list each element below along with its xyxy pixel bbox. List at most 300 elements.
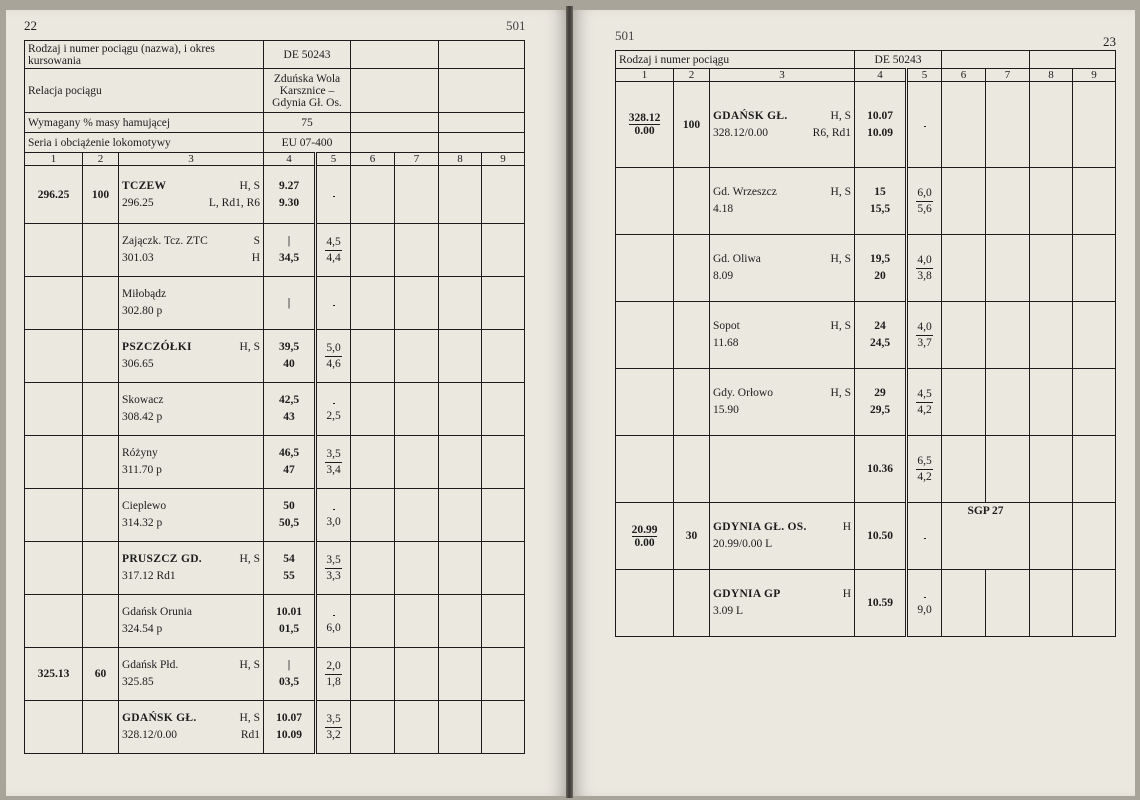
column-number: 1 <box>616 69 674 82</box>
run-time-cell <box>316 330 351 383</box>
time-cell <box>264 330 316 383</box>
time-arrival: 19,5 <box>869 253 891 265</box>
empty-cell <box>439 330 482 383</box>
table-row <box>616 168 1116 235</box>
run-time-min: 3,2 <box>326 728 341 741</box>
run-time-min: 3,4 <box>326 463 341 476</box>
station-flags: H <box>251 252 260 264</box>
speed-cell <box>83 383 119 436</box>
speed-cell <box>674 570 710 637</box>
table-row <box>25 330 525 383</box>
speed-cell <box>83 489 119 542</box>
time-cell <box>855 168 907 235</box>
speed-cell <box>674 436 710 503</box>
station-kilometre: 311.70 p <box>122 464 162 476</box>
station-cell <box>119 330 264 383</box>
station-name: Gdy. Orłowo <box>713 387 773 399</box>
run-time-cell <box>907 503 942 570</box>
station-name: GDYNIA GP <box>713 588 781 600</box>
time-arrival: | <box>287 296 291 309</box>
station-cell <box>119 595 264 648</box>
run-time-cell <box>316 648 351 701</box>
station-code: H, S <box>239 659 260 671</box>
station-kilometre: 15.90 <box>713 404 739 416</box>
table-row <box>616 503 1116 570</box>
table-row <box>616 369 1116 436</box>
station-cell <box>710 168 855 235</box>
time-departure: 10.09 <box>867 126 893 139</box>
kilometre-cell <box>25 489 83 542</box>
run-time-cell <box>316 489 351 542</box>
empty-cell <box>482 330 525 383</box>
column-number: 3 <box>119 153 264 166</box>
time-departure: 47 <box>283 464 295 476</box>
column-number: 1 <box>25 153 83 166</box>
time-departure: 43 <box>283 411 295 423</box>
header-value-train: DE 50243 <box>855 51 942 69</box>
kilometre-cell <box>25 542 83 595</box>
time-arrival: 15 <box>874 186 886 198</box>
run-time-cell <box>316 542 351 595</box>
station-name: TCZEW <box>122 179 167 192</box>
kilometre-cell <box>25 595 83 648</box>
station-code: H, S <box>239 179 260 192</box>
station-code: H, S <box>830 186 851 198</box>
station-code: H, S <box>830 109 851 122</box>
kilometre-cell <box>25 166 83 224</box>
speed-cell <box>83 166 119 224</box>
run-time-normal: 5,0 <box>325 341 341 357</box>
empty-cell <box>942 369 986 436</box>
station-kilometre: 4.18 <box>713 203 734 215</box>
empty-cell <box>942 82 986 168</box>
table-row <box>25 166 525 224</box>
empty-cell <box>482 542 525 595</box>
station-flags: Rd1 <box>240 729 260 741</box>
time-arrival: 29 <box>874 387 886 399</box>
page-number-left: 22 <box>24 18 37 33</box>
empty-cell <box>942 168 986 235</box>
speed-limit: 100 <box>682 118 701 131</box>
kilometre-cell <box>25 383 83 436</box>
station-cell <box>119 383 264 436</box>
column-number: 9 <box>1073 69 1116 82</box>
book-spine <box>566 6 573 798</box>
table-row <box>616 235 1116 302</box>
column-number: 5 <box>316 153 351 166</box>
station-cell <box>710 436 855 503</box>
station-kilometre: 306.65 <box>122 358 154 370</box>
time-cell <box>264 542 316 595</box>
time-arrival: | <box>287 659 291 671</box>
empty-cell <box>986 369 1030 436</box>
station-code: H <box>842 588 851 600</box>
empty-cell <box>439 166 482 224</box>
run-time-min: 9,0 <box>917 604 932 616</box>
time-arrival: 10.01 <box>276 606 302 618</box>
column-number: 7 <box>986 69 1030 82</box>
table-row <box>25 436 525 489</box>
empty-cell <box>351 383 395 436</box>
column-number: 8 <box>1030 69 1073 82</box>
empty-cell <box>1073 168 1116 235</box>
time-cell <box>855 369 907 436</box>
run-time-min: 2,5 <box>326 410 341 422</box>
station-cell <box>710 570 855 637</box>
run-time-cell <box>316 277 351 330</box>
kilometre-cell <box>25 701 83 754</box>
time-arrival: 39,5 <box>278 341 300 353</box>
empty-cell <box>1030 302 1073 369</box>
run-time-normal <box>333 196 335 197</box>
column-number: 7 <box>395 153 439 166</box>
kilometre-cell <box>616 82 674 168</box>
station-code: H, S <box>239 553 260 565</box>
time-departure: 20 <box>874 270 886 282</box>
column-number: 2 <box>83 153 119 166</box>
column-number: 9 <box>482 153 525 166</box>
table-row <box>616 570 1116 637</box>
header-label-train: Rodzaj i numer pociągu <box>616 51 855 69</box>
time-cell <box>855 302 907 369</box>
station-kilometre: 317.12 Rd1 <box>122 570 176 582</box>
run-time-normal: 4,0 <box>916 253 932 269</box>
empty-cell <box>395 277 439 330</box>
empty-cell <box>395 224 439 277</box>
table-row <box>616 302 1116 369</box>
time-departure: 03,5 <box>278 676 300 688</box>
time-cell <box>264 224 316 277</box>
station-kilometre: 314.32 p <box>122 517 163 529</box>
empty-cell <box>395 595 439 648</box>
empty-cell <box>482 701 525 754</box>
empty-cell <box>351 648 395 701</box>
run-time-normal: 4,5 <box>916 387 932 403</box>
empty-cell <box>1030 82 1073 168</box>
empty-cell <box>439 224 482 277</box>
time-cell <box>855 82 907 168</box>
empty-cell <box>1073 503 1116 570</box>
empty-cell <box>482 595 525 648</box>
kilometre-cell <box>616 302 674 369</box>
column-number: 6 <box>942 69 986 82</box>
empty-cell <box>395 489 439 542</box>
column-number: 6 <box>351 153 395 166</box>
station-kilometre: 328.12/0.00 <box>713 126 768 139</box>
time-departure: 55 <box>283 570 295 582</box>
station-flags: L, Rd1, R6 <box>208 196 260 209</box>
speed-cell <box>674 168 710 235</box>
time-cell <box>264 436 316 489</box>
run-time-normal: 3,5 <box>325 712 341 728</box>
kilometre-cell <box>616 369 674 436</box>
time-cell <box>264 277 316 330</box>
run-time-min: 3,8 <box>917 269 932 282</box>
station-name: Skowacz <box>122 394 164 406</box>
kilometre-value: 20.99 <box>631 523 658 536</box>
note-cell <box>942 503 1030 570</box>
speed-limit: 100 <box>91 188 110 201</box>
speed-cell <box>83 330 119 383</box>
station-name: Gdańsk Płd. <box>122 659 179 671</box>
table-row <box>616 436 1116 503</box>
station-cell <box>710 82 855 168</box>
time-cell <box>264 595 316 648</box>
empty-cell <box>351 330 395 383</box>
station-code: H, S <box>830 320 851 332</box>
kilometre-value: 325.13 <box>37 668 70 680</box>
empty-cell <box>395 648 439 701</box>
timetable-left <box>24 40 525 754</box>
time-arrival: 24 <box>874 320 886 332</box>
time-cell <box>264 383 316 436</box>
empty-cell <box>942 302 986 369</box>
station-kilometre: 302.80 p <box>122 305 163 317</box>
column-number: 3 <box>710 69 855 82</box>
station-name: GDYNIA GŁ. OS. <box>713 521 807 533</box>
station-name: Gd. Wrzeszcz <box>713 186 777 198</box>
run-time-min: 4,2 <box>917 470 932 483</box>
page-number-right: 23 <box>1103 34 1116 49</box>
station-name: Różyny <box>122 447 158 459</box>
run-time-normal: 6,5 <box>916 454 932 470</box>
station-cell <box>119 542 264 595</box>
header-label-loco: Seria i obciążenie lokomotywy <box>25 133 264 153</box>
column-number: 4 <box>855 69 907 82</box>
run-time-cell <box>907 436 942 503</box>
station-code: S <box>253 235 260 247</box>
column-number: 4 <box>264 153 316 166</box>
time-cell <box>855 436 907 503</box>
empty-cell <box>395 542 439 595</box>
speed-cell <box>83 224 119 277</box>
time-cell <box>264 701 316 754</box>
speed-cell <box>83 648 119 701</box>
empty-cell <box>942 235 986 302</box>
station-name: Gd. Oliwa <box>713 253 761 265</box>
run-time-min: 1,8 <box>326 675 341 688</box>
station-kilometre: 301.03 <box>122 252 154 264</box>
time-arrival: 46,5 <box>278 447 300 459</box>
time-departure: 29,5 <box>869 404 891 416</box>
table-row <box>25 595 525 648</box>
speed-cell <box>674 369 710 436</box>
run-time-cell <box>907 168 942 235</box>
run-time-min: 3,0 <box>326 516 341 528</box>
station-kilometre: 308.42 p <box>122 411 163 423</box>
column-number-row <box>616 69 1116 82</box>
empty-cell <box>482 489 525 542</box>
time-arrival: 50 <box>283 500 295 512</box>
kilometre-cell <box>25 277 83 330</box>
kilometre-cell <box>616 235 674 302</box>
run-time-min: 5,6 <box>917 202 932 215</box>
empty-cell <box>986 235 1030 302</box>
time-arrival: 10.50 <box>867 529 893 542</box>
empty-cell <box>1030 168 1073 235</box>
table-row <box>25 383 525 436</box>
time-arrival: 10.59 <box>867 596 893 609</box>
time-arrival: 10.07 <box>867 109 893 122</box>
speed-cell <box>674 235 710 302</box>
empty-cell <box>351 595 395 648</box>
empty-cell <box>482 648 525 701</box>
timetable-right <box>615 50 1116 637</box>
empty-cell <box>395 436 439 489</box>
kilometre-value: 296.25 <box>37 188 70 201</box>
empty-cell <box>439 648 482 701</box>
column-number: 8 <box>439 153 482 166</box>
station-code: H, S <box>830 253 851 265</box>
header-label-brake: Wymagany % masy hamującej <box>25 113 264 133</box>
station-kilometre: 20.99/0.00 L <box>713 538 773 550</box>
run-time-normal <box>333 509 335 510</box>
table-row <box>25 277 525 330</box>
run-time-cell <box>907 302 942 369</box>
header-value-route: Zduńska Wola Karsznice – Gdynia Gł. Os. <box>264 69 351 113</box>
run-time-normal: 3,5 <box>325 447 341 463</box>
time-arrival: 54 <box>283 553 295 565</box>
run-time-normal <box>333 615 335 616</box>
table-row <box>25 224 525 277</box>
time-departure: 10.09 <box>276 729 302 741</box>
station-cell <box>119 166 264 224</box>
empty-cell <box>1073 82 1116 168</box>
kilometre-reset: 0.00 <box>634 536 655 549</box>
empty-cell <box>986 570 1030 637</box>
station-code: H, S <box>239 712 260 724</box>
speed-cell <box>83 595 119 648</box>
run-time-normal: 3,5 <box>325 553 341 569</box>
run-time-min: 4,4 <box>326 251 341 264</box>
empty-cell <box>482 277 525 330</box>
speed-cell <box>674 302 710 369</box>
run-time-min: 4,6 <box>326 357 341 370</box>
empty-cell <box>1073 302 1116 369</box>
station-name: PSZCZÓŁKI <box>122 341 192 353</box>
time-departure: 24,5 <box>869 337 891 349</box>
column-number: 2 <box>674 69 710 82</box>
time-cell <box>264 166 316 224</box>
station-code: H, S <box>239 341 260 353</box>
run-time-cell <box>316 595 351 648</box>
kilometre-value: 328.12 <box>628 112 661 124</box>
kilometre-cell <box>25 436 83 489</box>
empty-cell <box>1073 570 1116 637</box>
station-name: Cieplewo <box>122 500 167 512</box>
note-text: SGP 27 <box>967 505 1004 517</box>
empty-cell <box>439 383 482 436</box>
run-time-min: 6,0 <box>326 622 341 634</box>
time-arrival: 10.36 <box>867 462 893 475</box>
empty-cell <box>1073 436 1116 503</box>
empty-cell <box>351 166 395 224</box>
kilometre-cell <box>25 648 83 701</box>
empty-cell <box>395 383 439 436</box>
table-row <box>616 82 1116 168</box>
empty-cell <box>482 166 525 224</box>
run-time-cell <box>316 383 351 436</box>
speed-cell <box>674 503 710 570</box>
speed-limit: 30 <box>685 530 698 542</box>
empty-cell <box>351 701 395 754</box>
station-kilometre: 328.12/0.00 <box>122 729 177 741</box>
right-page <box>573 10 1135 796</box>
run-time-cell <box>907 369 942 436</box>
time-arrival: 42,5 <box>278 394 300 406</box>
empty-cell <box>395 701 439 754</box>
run-time-cell <box>907 235 942 302</box>
station-cell <box>119 277 264 330</box>
run-time-min: 4,2 <box>917 403 932 416</box>
empty-cell <box>351 277 395 330</box>
column-number-row <box>25 153 525 166</box>
station-name: Zajączk. Tcz. ZTC <box>122 235 208 247</box>
station-kilometre: 324.54 p <box>122 623 163 635</box>
section-mark-left: 501 <box>506 18 526 33</box>
station-name: GDAŃSK GŁ. <box>713 109 788 122</box>
empty-cell <box>942 436 986 503</box>
empty-cell <box>482 383 525 436</box>
table-row <box>25 489 525 542</box>
station-kilometre: 8.09 <box>713 270 734 282</box>
station-kilometre: 3.09 L <box>713 605 744 617</box>
empty-cell <box>395 330 439 383</box>
station-cell <box>119 489 264 542</box>
run-time-normal: 2,0 <box>325 659 341 675</box>
run-time-cell <box>316 436 351 489</box>
station-cell <box>119 648 264 701</box>
run-time-normal <box>333 305 335 306</box>
section-mark-right: 501 <box>615 28 635 43</box>
station-name: Miłobądz <box>122 288 167 300</box>
left-page <box>6 10 566 796</box>
kilometre-cell <box>616 168 674 235</box>
empty-cell <box>1073 369 1116 436</box>
empty-cell <box>1030 503 1073 570</box>
time-departure: 50,5 <box>278 517 300 529</box>
empty-cell <box>482 224 525 277</box>
run-time-normal: 4,0 <box>916 320 932 336</box>
table-row <box>25 648 525 701</box>
header-value-loco: EU 07-400 <box>264 133 351 153</box>
run-time-normal <box>924 597 926 598</box>
time-arrival: 9.27 <box>278 179 300 192</box>
run-time-cell <box>907 570 942 637</box>
time-departure: 40 <box>283 358 295 370</box>
run-time-min: 3,7 <box>917 336 932 349</box>
time-departure: 15,5 <box>869 203 891 215</box>
run-time-min: 3,3 <box>326 569 341 582</box>
empty-cell <box>351 224 395 277</box>
time-cell <box>855 503 907 570</box>
station-name: GDAŃSK GŁ. <box>122 712 197 724</box>
speed-cell <box>674 82 710 168</box>
empty-cell <box>1073 235 1116 302</box>
station-cell <box>710 369 855 436</box>
station-cell <box>710 235 855 302</box>
empty-cell <box>351 436 395 489</box>
empty-cell <box>986 436 1030 503</box>
speed-limit: 60 <box>94 668 107 680</box>
station-name: PRUSZCZ GD. <box>122 553 202 565</box>
run-time-normal <box>924 126 926 127</box>
table-row <box>25 542 525 595</box>
run-time-cell <box>316 166 351 224</box>
station-code: H <box>842 521 851 533</box>
header-label-route: Relacja pociągu <box>25 69 264 113</box>
run-time-normal <box>333 403 335 404</box>
